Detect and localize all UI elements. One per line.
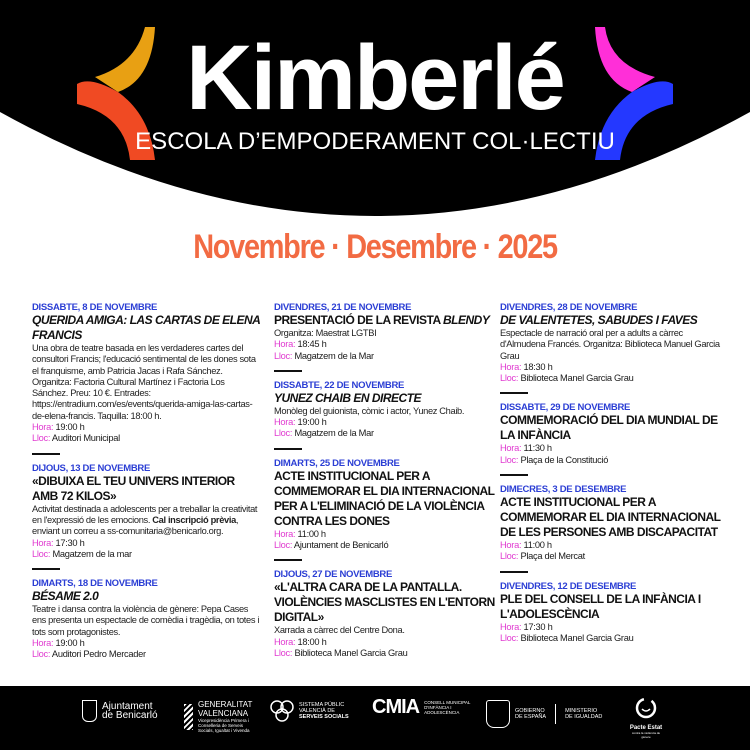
cmia-line-1: CONSELL MUNICIPAL bbox=[424, 700, 471, 705]
sponsor-footer bbox=[0, 686, 750, 750]
location-value: Plaça de la Constitució bbox=[520, 454, 609, 465]
event-title-text: «DIBUIXA EL TEU UNIVERS INTERIOR AMB 72 KILOS» bbox=[32, 473, 235, 503]
location-value: Magatzem de la Mar bbox=[294, 350, 374, 361]
location-value: Biblioteca Manel Garcia Grau bbox=[520, 632, 634, 643]
event-item bbox=[274, 458, 502, 552]
event-location bbox=[274, 351, 502, 362]
cmia-wordmark: CMIA bbox=[372, 696, 420, 718]
time-label: Hora: bbox=[500, 540, 522, 551]
event-item bbox=[32, 302, 260, 445]
event-time bbox=[274, 637, 502, 648]
description-bold: Cal inscripció prèvia bbox=[152, 514, 236, 525]
event-description bbox=[32, 604, 260, 638]
gobierno-line-1: GOBIERNO bbox=[515, 707, 545, 714]
event-title bbox=[500, 495, 728, 540]
time-label: Hora: bbox=[274, 417, 296, 428]
time-value: 19:00 h bbox=[297, 417, 327, 428]
event-title bbox=[274, 469, 502, 529]
location-label: Lloc: bbox=[32, 649, 51, 660]
event-title bbox=[500, 313, 728, 328]
event-time bbox=[274, 529, 502, 540]
event-title bbox=[500, 413, 728, 443]
cmia-line-2: D'INFÀNCIA I bbox=[424, 705, 452, 710]
event-date: DISSABTE, 29 DE NOVEMBRE bbox=[500, 402, 631, 414]
event-time bbox=[32, 538, 260, 549]
location-label: Lloc: bbox=[274, 428, 293, 439]
logo-generalitat bbox=[184, 700, 253, 733]
event-time bbox=[32, 638, 260, 649]
event-title-text: ACTE INSTITUCIONAL PER A COMMEMORAR EL DIA INTERNACIONAL PER A L'ELIMINACIÓ DE LA VIOLÈNCIA CONTRA LES DONES bbox=[274, 468, 495, 528]
description-text: Activitat destinada a adolescents per a treballar la creativitat en l'expressió de les emocions. bbox=[32, 503, 258, 525]
location-label: Lloc: bbox=[32, 433, 51, 444]
event-description bbox=[32, 504, 260, 538]
divider bbox=[555, 704, 556, 724]
event-title bbox=[274, 580, 502, 625]
logo-subtitle: ESCOLA D’EMPODERAMENT COL·LECTIU bbox=[135, 128, 615, 155]
senyera-icon bbox=[184, 704, 193, 730]
event-separator bbox=[500, 474, 528, 476]
event-location bbox=[32, 433, 260, 444]
description-text: Teatre i dansa contra la violència de gènere: Pepa Cases ens presenta un espectacle de comèdia i tragèdia, on totes i tots som protagonistes. bbox=[32, 604, 260, 637]
logo-pacte-estat bbox=[628, 696, 664, 739]
description-text: Una obra de teatre basada en les verdaderes cartes del consultori Francis; l'educació sentimental de les dones sota el franquisme, amb Patricia Jacas i Rafa Sánchez. Organitza: Factoria Cultural Martínez i Factoria Los Sánchez. Preu: 10 €. Entrades: https://entradium.com/es/events/querida-amiga-las-cartas-de-elena-francis. Taquilla: 18:00 h. bbox=[32, 343, 256, 421]
location-value: Biblioteca Manel Garcia Grau bbox=[294, 647, 408, 658]
event-date: DIMARTS, 18 DE NOVEMBRE bbox=[32, 578, 158, 590]
time-label: Hora: bbox=[274, 339, 296, 350]
time-label: Hora: bbox=[32, 422, 54, 433]
description-text: Xarrada a càrrec del Centre Dona. bbox=[274, 625, 405, 636]
event-location bbox=[32, 549, 260, 560]
ministerio-line-2: DE IGUALDAD bbox=[565, 714, 603, 720]
generalitat-line-3: Vicepresidència Primera i Conselleria de Serveis Socials, Igualtat i Vivenda bbox=[198, 718, 250, 733]
time-value: 17:30 h bbox=[523, 621, 553, 632]
event-item bbox=[500, 302, 728, 384]
location-label: Lloc: bbox=[500, 632, 519, 643]
event-title bbox=[500, 592, 728, 622]
event-location bbox=[274, 428, 502, 439]
event-date: DIMECRES, 3 DE DESEMBRE bbox=[500, 484, 627, 496]
time-value: 18:45 h bbox=[297, 339, 327, 350]
ajuntament-line-1: Ajuntament bbox=[102, 701, 153, 712]
event-date: DIVENDRES, 21 DE NOVEMBRE bbox=[274, 302, 412, 313]
event-location bbox=[32, 649, 260, 660]
event-item bbox=[500, 402, 728, 466]
event-item bbox=[274, 302, 502, 362]
event-title-italic: YUNEZ CHAIB EN DIRECTE bbox=[274, 390, 422, 405]
event-separator bbox=[274, 370, 302, 372]
description-text: Organitza: Maestrat LGTBI bbox=[274, 328, 377, 338]
events-column-3 bbox=[500, 302, 728, 650]
time-value: 19:00 h bbox=[55, 638, 85, 649]
description-text: Espectacle de narració oral per a adults a càrrec d'Almudena Francés. Organitza: Biblioteca Manuel Garcia Grau bbox=[500, 328, 720, 361]
time-value: 11:00 h bbox=[523, 540, 552, 551]
time-value: 18:30 h bbox=[523, 361, 553, 372]
event-title-text: «L'ALTRA CARA DE LA PANTALLA. VIOLÈNCIES MASCLISTES EN L'ENTORN DIGITAL» bbox=[274, 580, 495, 625]
event-date: DIMARTS, 25 DE NOVEMBRE bbox=[274, 457, 400, 469]
event-title-italic: DE VALENTETES, SABUDES I FAVES bbox=[500, 313, 698, 327]
event-separator bbox=[274, 559, 302, 561]
event-title-text: PLE DEL CONSELL DE LA INFÀNCIA I L'ADOLESCÈNCIA bbox=[500, 591, 701, 621]
header-banner bbox=[0, 0, 750, 230]
event-time bbox=[500, 362, 728, 373]
logo-cmia bbox=[372, 696, 471, 718]
description-text: Monòleg del guionista, còmic i actor, Yunez Chaib. bbox=[274, 405, 465, 416]
time-label: Hora: bbox=[32, 638, 54, 649]
location-value: Plaça del Mercat bbox=[520, 551, 585, 562]
event-description bbox=[274, 625, 502, 636]
event-description bbox=[32, 343, 260, 422]
event-separator bbox=[274, 448, 302, 450]
location-label: Lloc: bbox=[500, 551, 519, 562]
event-title bbox=[32, 474, 260, 504]
time-label: Hora: bbox=[32, 537, 54, 548]
event-location bbox=[274, 648, 502, 659]
location-value: Magatzem de la Mar bbox=[294, 428, 374, 439]
serveis-line-3: SERVEIS SOCIALS bbox=[299, 714, 349, 720]
time-value: 11:30 h bbox=[523, 443, 552, 454]
event-title bbox=[32, 589, 260, 604]
location-value: Magatzem de la mar bbox=[52, 548, 132, 559]
time-value: 18:00 h bbox=[297, 636, 327, 647]
event-description bbox=[274, 406, 502, 417]
event-location bbox=[500, 373, 728, 384]
pacte-word: Pacte bbox=[629, 725, 646, 731]
event-separator bbox=[500, 392, 528, 394]
event-time bbox=[500, 622, 728, 633]
event-item bbox=[274, 569, 502, 659]
time-label: Hora: bbox=[500, 443, 522, 454]
event-date: DISSABTE, 22 DE NOVEMBRE bbox=[274, 379, 405, 391]
event-location bbox=[500, 633, 728, 644]
serveis-line-1: SISTEMA PÚBLIC bbox=[299, 702, 345, 708]
event-title-text: PRESENTACIÓ DE LA REVISTA bbox=[274, 313, 444, 327]
description-text-end: , enviant un correu a ss-comunitaria@benicarlo.org. bbox=[32, 514, 239, 537]
event-location bbox=[500, 551, 728, 562]
event-date: DIVENDRES, 12 DE DESEMBRE bbox=[500, 580, 637, 592]
logo-ajuntament bbox=[82, 700, 158, 722]
event-separator bbox=[32, 453, 60, 455]
time-value: 17:30 h bbox=[55, 537, 85, 548]
event-date: DISSABTE, 8 DE NOVEMBRE bbox=[32, 302, 158, 313]
event-date: DIVENDRES, 28 DE NOVEMBRE bbox=[500, 302, 638, 313]
events-column-1 bbox=[32, 302, 260, 667]
location-value: Biblioteca Manel Garcia Grau bbox=[520, 373, 634, 384]
event-time bbox=[274, 339, 502, 350]
location-value: Auditori Pedro Mercader bbox=[51, 649, 146, 660]
time-label: Hora: bbox=[274, 636, 296, 647]
event-time bbox=[500, 443, 728, 454]
logo-gobierno-espana bbox=[486, 700, 602, 728]
event-separator bbox=[500, 571, 528, 573]
event-title bbox=[274, 313, 502, 328]
period-title: Novembre · Desembre · 2025 bbox=[193, 228, 557, 266]
logo-serveis-socials bbox=[270, 700, 349, 722]
event-title-text: ACTE INSTITUCIONAL PER A COMMEMORAR EL DIA INTERNACIONAL DE LES PERSONES AMB DISCAPACITAT bbox=[500, 495, 721, 540]
location-label: Lloc: bbox=[274, 350, 293, 361]
event-title-italic: QUERIDA AMIGA: LAS CARTAS DE ELENA FRANCIS bbox=[32, 313, 260, 342]
event-time bbox=[274, 417, 502, 428]
coat-of-arms-icon bbox=[82, 700, 97, 722]
event-item bbox=[274, 380, 502, 440]
event-description bbox=[274, 328, 502, 339]
event-item bbox=[32, 578, 260, 660]
event-time bbox=[32, 422, 260, 433]
event-location bbox=[500, 455, 728, 466]
event-item bbox=[500, 581, 728, 645]
event-title-italic: BÉSAME 2.0 bbox=[32, 589, 99, 604]
events-column-2 bbox=[274, 302, 502, 665]
generalitat-line-2: VALENCIANA bbox=[198, 709, 249, 718]
generalitat-line-1: GENERALITAT bbox=[198, 700, 253, 709]
time-value: 19:00 h bbox=[55, 422, 85, 433]
event-title-text: COMMEMORACIÓ DEL DIA MUNDIAL DE LA INFÀNCIA bbox=[500, 413, 718, 443]
serveis-line-2: VALENCIÀ DE bbox=[299, 708, 335, 714]
event-location bbox=[274, 540, 502, 551]
time-label: Hora: bbox=[274, 528, 296, 539]
event-date: DIJOUS, 13 DE NOVEMBRE bbox=[32, 462, 150, 474]
location-label: Lloc: bbox=[274, 540, 293, 551]
event-title bbox=[32, 313, 260, 343]
location-value: Ajuntament de Benicarló bbox=[293, 540, 389, 551]
location-label: Lloc: bbox=[274, 647, 293, 658]
gobierno-line-2: DE ESPAÑA bbox=[515, 714, 547, 720]
estat-word: Estat bbox=[647, 725, 663, 731]
location-label: Lloc: bbox=[32, 548, 51, 559]
event-title-italic: BLENDY bbox=[443, 313, 490, 327]
location-value: Auditori Municipal bbox=[51, 433, 120, 444]
event-date: DIJOUS, 27 DE NOVEMBRE bbox=[274, 569, 392, 581]
ministerio-line-1: MINISTERIO bbox=[565, 707, 598, 714]
three-circles-icon bbox=[270, 700, 294, 722]
event-separator bbox=[32, 568, 60, 570]
cmia-line-3: ADOLESCÈNCIA bbox=[424, 710, 460, 715]
location-label: Lloc: bbox=[500, 373, 519, 384]
logo-wordmark: Kimberlé bbox=[186, 27, 564, 129]
event-item bbox=[32, 463, 260, 560]
location-label: Lloc: bbox=[500, 454, 519, 465]
event-description bbox=[500, 328, 728, 362]
time-label: Hora: bbox=[500, 361, 522, 372]
spain-coat-of-arms-icon bbox=[486, 700, 510, 728]
smile-circle-icon bbox=[634, 696, 658, 720]
pacte-tagline: contra la violència de gènere bbox=[631, 731, 661, 739]
event-item bbox=[500, 484, 728, 563]
event-title bbox=[274, 391, 502, 406]
ajuntament-line-2: de Benicarló bbox=[102, 710, 158, 721]
time-value: 11:00 h bbox=[297, 528, 326, 539]
time-label: Hora: bbox=[500, 621, 522, 632]
event-time bbox=[500, 540, 728, 551]
